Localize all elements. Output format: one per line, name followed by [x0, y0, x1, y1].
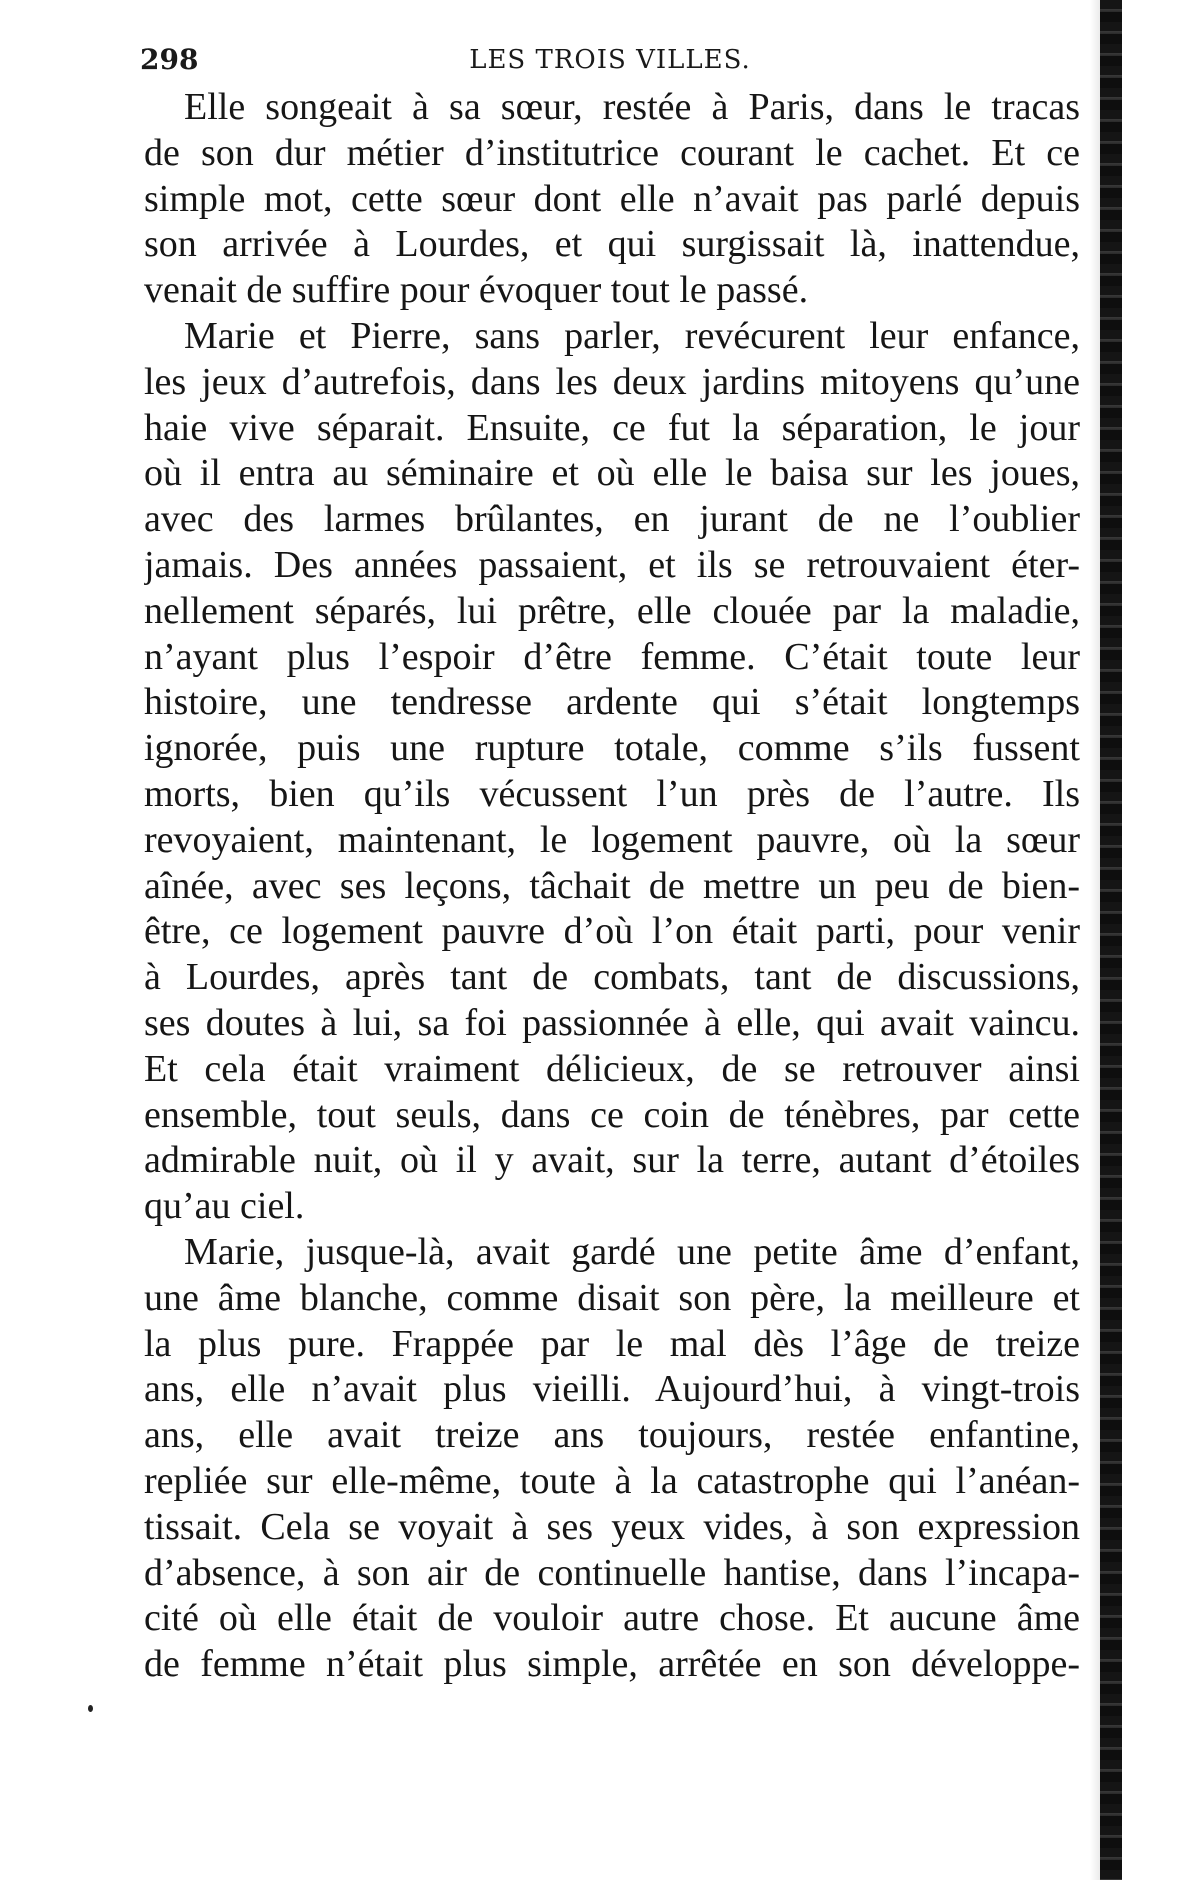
running-head: LES TROIS VILLES.: [469, 45, 751, 75]
text-line: être, ce logement pauvre d’où l’on était parti, pour venir: [144, 910, 1080, 953]
text-line: la plus pure. Frappée par le mal dès l’âge de treize: [144, 1322, 1080, 1365]
page-header: [140, 40, 1080, 80]
text-line: admirable nuit, où il y avait, sur la terre, autant d’étoiles: [144, 1139, 1080, 1182]
text-line: ans, elle n’avait plus vieilli. Aujourd’hui, à vingt-trois: [144, 1368, 1080, 1411]
text-line: haie vive séparait. Ensuite, ce fut la séparation, le jour: [144, 406, 1080, 449]
text-line: aînée, avec ses leçons, tâchait de mettre un peu de bien-: [144, 864, 1080, 907]
text-line: ignorée, puis une rupture totale, comme s’ils fussent: [144, 727, 1080, 770]
ink-speck: [88, 1705, 93, 1712]
text-line: revoyaient, maintenant, le logement pauvre, où la sœur: [144, 818, 1080, 861]
text-line: à Lourdes, après tant de combats, tant de discussions,: [144, 956, 1080, 999]
page-number: 298: [140, 43, 199, 76]
text-line: simple mot, cette sœur dont elle n’avait pas parlé depuis: [144, 177, 1080, 220]
text-line: morts, bien qu’ils vécussent l’un près de l’autre. Ils: [144, 772, 1080, 815]
text-line: d’absence, à son air de continuelle hantise, dans l’incapa-: [144, 1551, 1080, 1594]
text-line: jamais. Des années passaient, et ils se retrouvaient éter-: [144, 543, 1080, 586]
text-line: les jeux d’autrefois, dans les deux jardins mitoyens qu’une: [144, 360, 1080, 403]
text-line: ans, elle avait treize ans toujours, restée enfantine,: [144, 1414, 1080, 1457]
text-line: de son dur métier d’institutrice courant le cachet. Et ce: [144, 131, 1080, 174]
text-line: cité où elle était de vouloir autre chose. Et aucune âme: [144, 1597, 1080, 1640]
body-text: [144, 85, 1080, 1688]
text-line: Marie, jusque-là, avait gardé une petite âme d’enfant,: [184, 1230, 1080, 1273]
text-line: repliée sur elle-même, toute à la catastrophe qui l’anéan-: [144, 1459, 1080, 1502]
text-line: Elle songeait à sa sœur, restée à Paris, dans le tracas: [184, 86, 1080, 128]
text-line: ensemble, tout seuls, dans ce coin de ténèbres, par cette: [144, 1093, 1080, 1136]
text-line: son arrivée à Lourdes, et qui surgissait là, inattendue,: [144, 223, 1080, 266]
text-line: Et cela était vraiment délicieux, de se retrouver ainsi: [144, 1047, 1080, 1090]
text-line: Marie et Pierre, sans parler, revécurent leur enfance,: [184, 314, 1080, 357]
text-line: venait de suffire pour évoquer tout le passé.: [144, 269, 809, 312]
text-line: avec des larmes brûlantes, en jurant de ne l’oublier: [144, 498, 1080, 541]
text-line: où il entra au séminaire et où elle le baisa sur les joues,: [144, 452, 1080, 495]
text-line: une âme blanche, comme disait son père, la meilleure et: [144, 1276, 1080, 1319]
scanned-page-edge: [1100, 0, 1122, 1880]
scan-edge-shadow: [1090, 0, 1100, 1880]
text-line: nellement séparés, lui prêtre, elle clouée par la maladie,: [144, 589, 1080, 632]
text-line: tissait. Cela se voyait à ses yeux vides, à son expression: [144, 1505, 1080, 1548]
text-line: de femme n’était plus simple, arrêtée en son développe-: [144, 1643, 1080, 1686]
text-line: n’ayant plus l’espoir d’être femme. C’était toute leur: [144, 635, 1080, 678]
text-line: qu’au ciel.: [144, 1185, 305, 1228]
text-line: histoire, une tendresse ardente qui s’était longtemps: [144, 681, 1080, 724]
text-line: ses doutes à lui, sa foi passionnée à elle, qui avait vaincu.: [144, 1001, 1080, 1044]
